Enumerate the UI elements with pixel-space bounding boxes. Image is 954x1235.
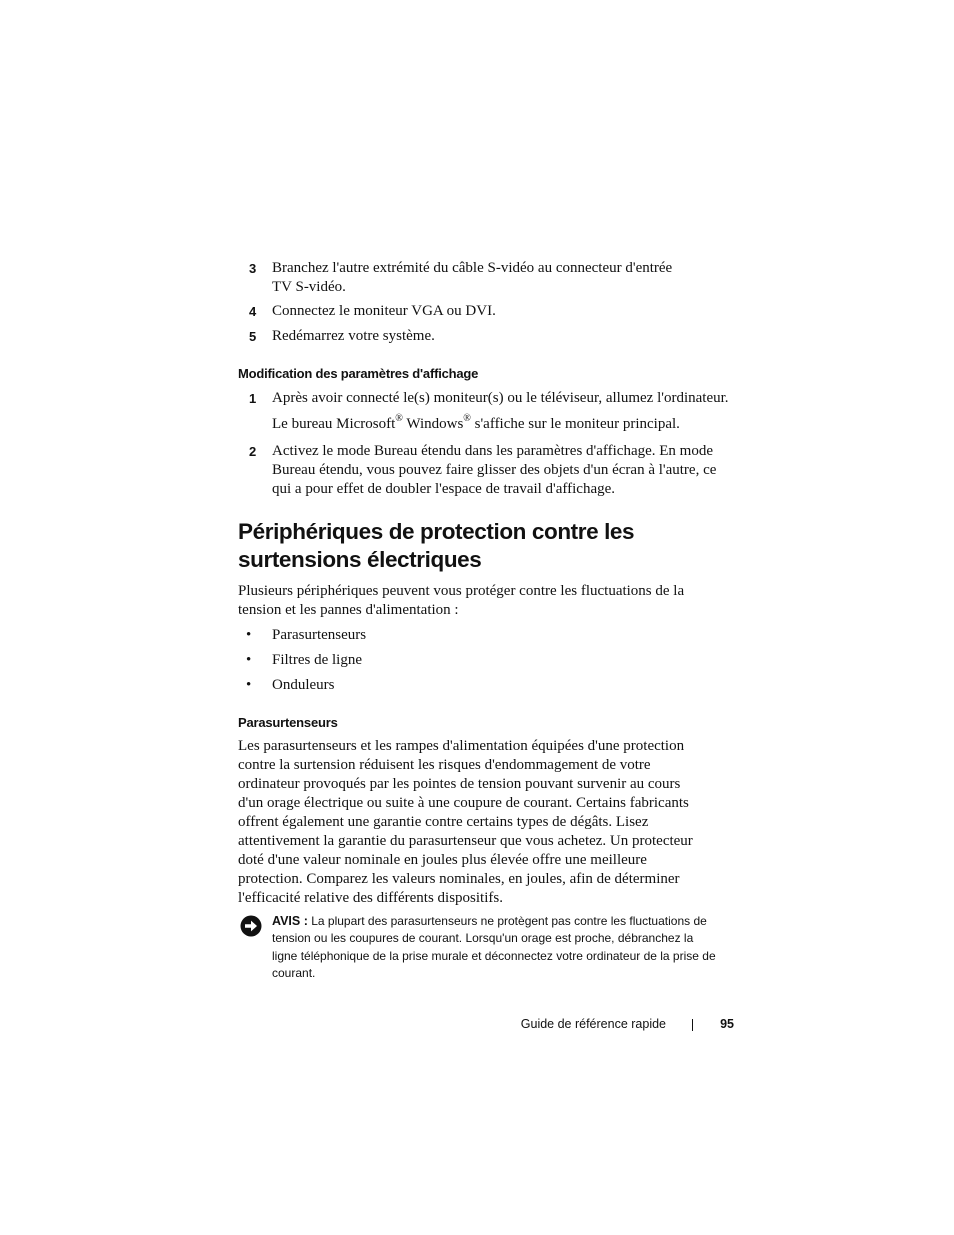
- step-text-line: TV S-vidéo.: [272, 279, 346, 295]
- paragraph-line: Les parasurtenseurs et les rampes d'alimentation équipées d'une protection: [238, 738, 685, 754]
- step-text-line: Branchez l'autre extrémité du câble S-vidéo au connecteur d'entrée: [272, 260, 673, 276]
- page-number: 95: [720, 1017, 734, 1031]
- step-text-line: qui a pour effet de doubler l'espace de travail d'affichage.: [272, 481, 616, 497]
- notice-box: [238, 913, 738, 982]
- step-number: 5: [249, 329, 257, 344]
- footer-divider: [692, 1019, 693, 1031]
- subheading-surge-protectors: Parasurtenseurs: [238, 715, 338, 730]
- section-title-line: Périphériques de protection contre les: [238, 519, 635, 544]
- text-segment: Windows: [402, 416, 464, 432]
- step-text: Redémarrez votre système.: [272, 328, 435, 344]
- bullet-icon: •: [246, 652, 252, 668]
- step-number: 3: [249, 261, 257, 276]
- section-title-line: surtensions électriques: [238, 547, 482, 572]
- paragraph-line: tension et les pannes d'alimentation :: [238, 602, 459, 618]
- registered-mark: ®: [395, 413, 403, 424]
- bullet-item: [238, 676, 738, 695]
- paragraph-line: Plusieurs périphériques peuvent vous protéger contre les fluctuations de la: [238, 583, 685, 599]
- footer-title: Guide de référence rapide: [520, 1017, 666, 1031]
- bullet-text: Filtres de ligne: [272, 652, 362, 668]
- section-title: [238, 518, 758, 574]
- step-text-line: Activez le mode Bureau étendu dans les paramètres d'affichage. En mode: [272, 443, 713, 459]
- step-3: [238, 259, 738, 297]
- notice-text: [272, 913, 738, 982]
- notice-line: [272, 913, 738, 930]
- step-text-line: Bureau étendu, vous pouvez faire glisser des objets d'un écran à l'autre, ce: [272, 462, 717, 478]
- display-step-1: [238, 389, 738, 434]
- paragraph-line: doté d'une valeur nominale en joules plus élevée offre une meilleure: [238, 852, 647, 868]
- paragraph-line: d'un orage électrique ou suite à une coupure de courant. Certains fabricants: [238, 795, 689, 811]
- registered-mark: ®: [463, 413, 471, 424]
- text-segment: s'affiche sur le moniteur principal.: [470, 416, 680, 432]
- step-text: Connectez le moniteur VGA ou DVI.: [272, 303, 496, 319]
- notice-line: courant.: [272, 965, 316, 980]
- notice-label: AVIS :: [272, 914, 308, 928]
- step-text-line: [272, 415, 738, 434]
- paragraph-line: ordinateur provoqués par les pointes de tension pouvant survenir au cours: [238, 776, 681, 792]
- paragraph-line: contre la surtension réduisent les risques d'endommagement de votre: [238, 757, 651, 773]
- paragraph-line: protection. Comparez les valeurs nominales, en joules, afin de déterminer: [238, 871, 680, 887]
- step-number: 2: [249, 444, 257, 459]
- paragraph-line: attentivement la garantie du parasurtenseur que vous achetez. Un protecteur: [238, 833, 693, 849]
- bullet-item: [238, 626, 738, 645]
- step-text-line: Après avoir connecté le(s) moniteur(s) ou le téléviseur, allumez l'ordinateur.: [272, 390, 729, 406]
- text-segment: Le bureau Microsoft: [272, 416, 396, 432]
- surge-paragraph: [238, 737, 738, 908]
- bullet-text: Parasurtenseurs: [272, 627, 367, 643]
- section-intro: [238, 582, 738, 620]
- step-5: [238, 327, 738, 346]
- text-segment: La plupart des parasurtenseurs ne protègent pas contre les fluctuations de: [307, 914, 707, 928]
- bullet-text: Onduleurs: [272, 677, 335, 693]
- subheading-display-settings: Modification des paramètres d'affichage: [238, 366, 479, 381]
- step-4: [238, 302, 738, 321]
- notice-line: ligne téléphonique de la prise murale et déconnectez votre ordinateur de la prise de: [272, 948, 716, 963]
- notice-arrow-icon: [240, 915, 262, 937]
- paragraph-line: offrent également une garantie contre certains types de dégâts. Lisez: [238, 814, 649, 830]
- display-step-2: [238, 442, 738, 499]
- step-number: 1: [249, 391, 257, 406]
- bullet-icon: •: [246, 627, 252, 643]
- bullet-item: [238, 651, 738, 670]
- step-number: 4: [249, 304, 257, 319]
- bullet-icon: •: [246, 677, 252, 693]
- notice-line: tension ou les coupures de courant. Lorsqu'un orage est proche, débranchez la: [272, 931, 694, 946]
- paragraph-line: l'efficacité relative des différents dispositifs.: [238, 890, 503, 906]
